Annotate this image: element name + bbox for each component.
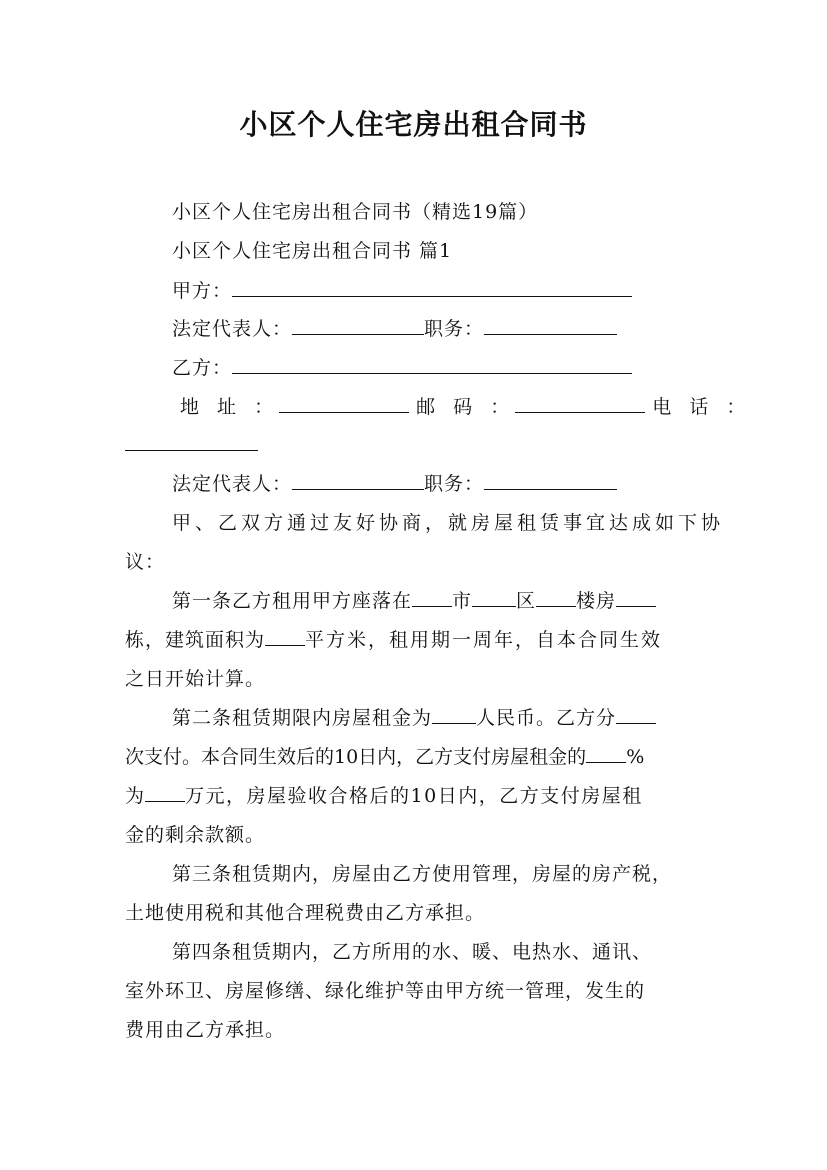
rent-blank: [432, 705, 476, 724]
phone-label: 电 话 ：: [652, 396, 752, 418]
intro-line-2: 议：: [125, 551, 166, 573]
legal-rep-blank-2: [292, 471, 424, 490]
article-4-line-3: 费用由乙方承担。: [125, 1019, 286, 1041]
legal-rep-blank: [292, 316, 424, 335]
percent-blank: [586, 744, 626, 763]
city-label: 市: [452, 590, 473, 612]
position-blank: [484, 316, 617, 335]
address-blank: [279, 394, 409, 413]
article-2-line-4: 金的剩余款额。: [125, 824, 266, 846]
article-2-line-1: [172, 705, 752, 731]
subtitle: 小区个人住宅房出租合同书（精选19篇）: [172, 201, 539, 223]
article-3-line-1: 第三条租赁期内，房屋由乙方使用管理，房屋的房产税，: [172, 863, 673, 885]
article-1-line-2: [125, 627, 705, 653]
building-number-blank: [616, 588, 656, 607]
district-blank: [472, 588, 516, 607]
area-label: 栋，建筑面积为: [125, 629, 266, 651]
position-blank-2: [484, 471, 617, 490]
contact-line: [180, 394, 760, 420]
phone-blank-line: [125, 432, 705, 458]
postcode-blank: [515, 394, 645, 413]
address-label: 地 址 ：: [180, 396, 280, 418]
building-blank: [536, 588, 576, 607]
article-4-line-2: 室外环卫、房屋修缮、绿化维护等由甲方统一管理，发生的: [125, 980, 646, 1002]
party-a-line: [172, 278, 752, 304]
article-2-payment: 次支付。本合同生效后的10日内，乙方支付房屋租金的: [125, 746, 587, 768]
party-a-blank: [232, 278, 632, 297]
article-1-term: 平方米，租用期一周年，自本合同生效: [305, 629, 663, 651]
party-a-label: 甲方：: [172, 280, 233, 302]
party-b-blank: [232, 355, 632, 374]
legal-rep-line-2: [172, 471, 752, 497]
article-3-line-2: 土地使用税和其他合理税费由乙方承担。: [125, 902, 486, 924]
district-label: 区: [516, 590, 537, 612]
postcode-label: 邮 码 ：: [416, 396, 516, 418]
legal-rep-line: [172, 316, 752, 342]
article-4-line-1: 第四条租赁期内，乙方所用的水、暖、电热水、通讯、: [172, 941, 653, 963]
page-title: 小区个人住宅房出租合同书: [239, 108, 588, 141]
legal-rep-label: 法定代表人：: [172, 318, 293, 340]
city-blank: [412, 588, 452, 607]
amount-blank: [145, 783, 185, 802]
installment-blank: [616, 705, 656, 724]
position-label: 职务：: [424, 318, 485, 340]
article-2-balance: 万元，房屋验收合格后的10日内，乙方支付房屋租: [185, 785, 643, 807]
phone-blank: [125, 432, 258, 451]
section-heading: 小区个人住宅房出租合同书 篇1: [172, 240, 453, 262]
party-b-label: 乙方：: [172, 357, 233, 379]
article-2-line-3: [125, 783, 705, 809]
intro-line-1: 甲、乙双方通过友好协商，就房屋租赁事宜达成如下协: [172, 512, 725, 534]
article-2-text: 第二条租赁期限内房屋租金为: [172, 707, 433, 729]
installment-label: 人民币。乙方分: [476, 707, 617, 729]
article-1-line-1: [172, 588, 752, 614]
article-1-text: 第一条乙方租用甲方座落在: [172, 590, 413, 612]
percent-sign: %: [626, 746, 646, 768]
amount-prefix: 为: [125, 785, 146, 807]
article-2-line-2: [125, 744, 705, 770]
area-blank: [265, 627, 305, 646]
legal-rep-label-2: 法定代表人：: [172, 473, 293, 495]
party-b-line: [172, 355, 752, 381]
article-1-line-3: 之日开始计算。: [125, 668, 266, 690]
position-label-2: 职务：: [424, 473, 485, 495]
building-label: 楼房: [576, 590, 617, 612]
